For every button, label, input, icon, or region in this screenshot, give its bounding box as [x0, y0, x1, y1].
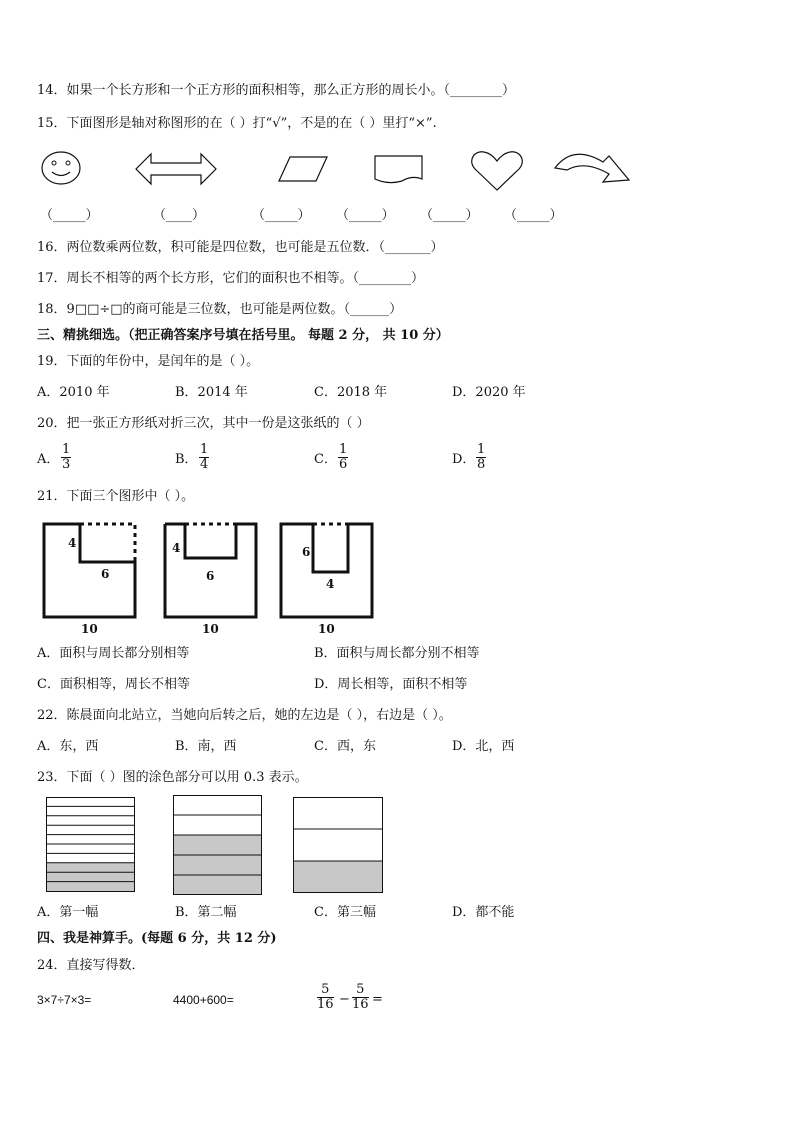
q19-option-d: D．2020 年: [452, 385, 526, 400]
q21-figure-1: [42, 522, 138, 620]
q15-blank-1: （_____）: [40, 208, 99, 223]
q21-option-d: D．周长相等，面积不相等: [314, 677, 468, 692]
q23-option-c: C．第三幅: [314, 905, 376, 920]
smiley-icon: [40, 150, 84, 188]
q24-fraction-2: [352, 983, 369, 1012]
q21-text: 21．下面三个图形中（ ）。: [37, 489, 195, 504]
numerator: 5: [317, 983, 334, 998]
q21-fig1-bottom-label: 10: [81, 622, 98, 636]
q16: [37, 240, 444, 256]
q24-equals: =: [372, 992, 383, 1007]
q20-option-d-fraction: [476, 443, 486, 472]
denominator: 8: [477, 457, 486, 472]
numerator: 1: [200, 442, 209, 457]
section-4-heading: 四、我是神算手。(每题 6 分，共 12 分): [37, 931, 277, 946]
q19-option-a: A．2010 年: [37, 385, 110, 400]
q24-text: 24．直接写得数．: [37, 958, 145, 973]
heart-icon: [470, 150, 524, 192]
denominator: 16: [317, 997, 334, 1012]
q21-option-c: C．面积相等，周长不相等: [37, 677, 190, 692]
q24-minus: −: [339, 992, 350, 1007]
q17-text: 17．周长不相等的两个长方形，它们的面积也不相等。: [37, 271, 353, 286]
q20-option-c-label: C．: [314, 452, 337, 467]
q20-text: 20．把一张正方形纸对折三次，其中一份是这张纸的（ ）: [37, 416, 370, 431]
q14-blank: （________）: [443, 83, 516, 98]
q21-fig1-inner-label: 6: [101, 567, 110, 581]
q14-text: 14．如果一个长方形和一个正方形的面积相等，那么正方形的周长小。: [37, 83, 444, 98]
numerator: 1: [62, 442, 71, 457]
q23-figure-2: [173, 795, 263, 895]
q22-text: 22．陈晨面向北站立，当她向后转之后，她的左边是（ ），右边是（ ）。: [37, 708, 452, 723]
numerator: 5: [352, 983, 369, 998]
q20-option-c-fraction: [338, 443, 348, 472]
q22-option-a: A．东，西: [37, 739, 99, 754]
q19-option-b: B．2014 年: [175, 385, 248, 400]
q21-fig3-inner-label: 4: [326, 577, 335, 591]
q17: [37, 271, 424, 287]
q23-text: 23．下面（ ）图的涂色部分可以用 0.3 表示。: [37, 770, 308, 785]
q23-option-b: B．第二幅: [175, 905, 237, 920]
q22-option-d: D．北，西: [452, 739, 515, 754]
parallelogram-icon: [278, 156, 328, 182]
curved-arrow-icon: [553, 150, 633, 186]
q18-blank: （______）: [343, 302, 403, 317]
q16-text: 16．两位数乘两位数，积可能是四位数，也可能是五位数．: [37, 240, 379, 255]
q18-text: 18．9□□÷□的商可能是三位数，也可能是两位数。: [37, 302, 344, 317]
q15-blank-2: （____）: [153, 208, 206, 223]
q20-option-b-fraction: [199, 443, 209, 472]
q16-blank: （_______）: [378, 240, 444, 255]
denominator: 6: [339, 457, 348, 472]
q20-option-b-label: B．: [175, 452, 198, 467]
q23-option-d: D．都不能: [452, 905, 515, 920]
section-3-heading: 三、精挑细选。（把正确答案序号填在括号里。 每题 2 分， 共 10 分）: [37, 328, 449, 343]
q19-text: 19．下面的年份中，是闰年的是（ ）。: [37, 354, 260, 369]
q15-blank-5: （_____）: [420, 208, 479, 223]
q22-option-b: B．南，西: [175, 739, 237, 754]
q23-figure-3: [293, 797, 385, 894]
q21-figure-3: [279, 522, 375, 620]
q21-fig2-inner-label: 6: [206, 569, 215, 583]
double-arrow-icon: [135, 152, 217, 186]
q15-blank-3: （_____）: [252, 208, 311, 223]
q15-blank-6: （_____）: [504, 208, 563, 223]
q20-option-d-label: D．: [452, 452, 476, 467]
q24-fraction-1: [317, 983, 334, 1012]
q20-option-a-label: A．: [37, 452, 60, 467]
q18: [37, 302, 402, 318]
denominator: 16: [352, 997, 369, 1012]
q15-text: 15．下面图形是轴对称图形的在（ ）打“√”，不是的在（ ）里打“×”.: [37, 116, 437, 131]
q21-fig3-side-label: 6: [302, 545, 311, 559]
q21-fig3-bottom-label: 10: [318, 622, 335, 636]
q24-expr-1: 3×7÷7×3=: [37, 993, 92, 1007]
q21-option-b: B．面积与周长都分别不相等: [314, 646, 480, 661]
q20-option-a-fraction: [61, 443, 71, 472]
numerator: 1: [339, 442, 348, 457]
denominator: 4: [200, 457, 209, 472]
flag-icon: [374, 155, 424, 185]
q24-expr-2: 4400+600=: [173, 993, 234, 1007]
q22-option-c: C．西，东: [314, 739, 376, 754]
q23-option-a: A．第一幅: [37, 905, 99, 920]
q21-fig1-side-label: 4: [68, 536, 77, 550]
q15-blank-4: （_____）: [336, 208, 395, 223]
q21-fig2-side-label: 4: [172, 541, 181, 555]
q17-blank: （________）: [352, 271, 425, 286]
q21-option-a: A．面积与周长都分别相等: [37, 646, 190, 661]
numerator: 1: [477, 442, 486, 457]
q21-fig2-bottom-label: 10: [202, 622, 219, 636]
q23-figure-1: [46, 797, 136, 893]
q19-option-c: C．2018 年: [314, 385, 388, 400]
denominator: 3: [62, 457, 71, 472]
q14: [37, 83, 515, 99]
